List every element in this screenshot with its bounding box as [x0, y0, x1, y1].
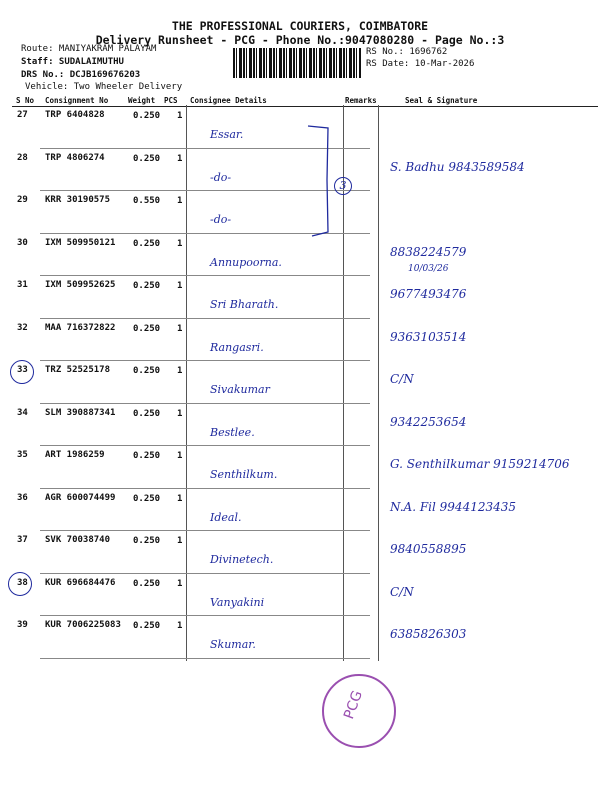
row-pcs: 1 [177, 281, 183, 291]
row-consignee: Annupoorna. [210, 255, 282, 269]
bracket-mark [300, 120, 340, 240]
row-consignment: ART 1986259 [45, 450, 105, 460]
row-consignment: AGR 600074499 [45, 492, 116, 503]
row-pcs: 1 [177, 578, 183, 589]
row-consignment: IXM 509950121 [45, 237, 116, 248]
col-remarks: Remarks [345, 96, 377, 105]
row-rule [40, 615, 370, 616]
bracket-number: 3 [334, 177, 352, 195]
row-signature: C/N [390, 584, 414, 599]
row-sno: 37 [17, 535, 28, 545]
row-sno: 28 [17, 152, 28, 163]
row-signature: 9840558895 [390, 542, 467, 556]
row-sno: 27 [17, 110, 28, 120]
col-seal-signature: Seal & Signature [405, 96, 478, 105]
row-pcs: 1 [177, 536, 183, 546]
row-weight: 0.250 [133, 238, 161, 249]
col-pcs: PCS [164, 96, 178, 105]
column-divider [378, 105, 379, 661]
row-pcs: 1 [177, 323, 183, 334]
row-signature: 6385826303 [390, 627, 467, 641]
row-pcs: 1 [177, 153, 183, 164]
stamp-text: PCG [341, 688, 367, 722]
col-sno: S No [16, 96, 35, 105]
row-consignment: TRP 4806274 [45, 152, 105, 163]
row-signature: G. Senthilkumar 9159214706 [390, 457, 570, 471]
circle-mark [10, 360, 34, 384]
rs-date: RS Date: 10-Mar-2026 [366, 59, 475, 69]
header-rule [12, 106, 598, 107]
row-consignment: SVK 70038740 [45, 535, 111, 545]
row-rule [40, 275, 370, 276]
row-consignee: Ideal. [210, 510, 242, 524]
barcode [233, 48, 361, 78]
row-rule [40, 658, 370, 659]
row-signature: N.A. Fil 9944123435 [390, 499, 517, 514]
row-consignee: Sri Bharath. [210, 298, 279, 311]
row-signature: C/N [390, 372, 414, 386]
row-pcs: 1 [177, 196, 183, 206]
row-consignment: MAA 716372822 [45, 322, 116, 333]
row-signature: 9677493476 [390, 287, 467, 301]
row-rule [40, 318, 370, 319]
row-weight: 0.250 [133, 111, 161, 121]
row-consignment: TRZ 52525178 [45, 365, 111, 375]
col-weight: Weight [128, 96, 156, 105]
row-weight: 0.250 [133, 153, 161, 164]
drs-label: DRS No.: DCJB169676203 [21, 70, 141, 80]
column-divider [186, 105, 187, 661]
row-rule [40, 360, 370, 361]
row-consignee: -do- [210, 170, 232, 184]
row-sno: 39 [17, 620, 28, 630]
row-signature: 8838224579 [390, 244, 467, 259]
col-consignee: Consignee Details [190, 96, 267, 105]
row-consignment: SLM 390887341 [45, 407, 116, 418]
row-consignee: Bestlee. [210, 425, 255, 439]
row-signature: S. Badhu 9843589584 [390, 159, 525, 174]
row-sno: 36 [17, 492, 28, 503]
circle-mark [8, 572, 32, 596]
row-weight: 0.250 [133, 366, 161, 376]
col-consignment: Consignment No [45, 96, 109, 105]
staff-label: Staff: SUDALAIMUTHU [21, 57, 124, 67]
row-sno: 31 [17, 280, 28, 290]
vehicle-label: Vehicle: Two Wheeler Delivery [25, 82, 183, 92]
row-pcs: 1 [177, 408, 183, 419]
row-consignee: Vanyakini [210, 595, 265, 609]
row-pcs: 1 [177, 111, 183, 121]
row-rule [40, 403, 370, 404]
row-pcs: 1 [177, 451, 183, 461]
row-weight: 0.250 [133, 621, 161, 631]
row-weight: 0.250 [133, 281, 161, 291]
row-sno: 34 [17, 407, 28, 418]
row-consignment: KRR 30190575 [45, 195, 111, 205]
row-weight: 0.250 [133, 536, 161, 546]
row-pcs: 1 [177, 493, 183, 504]
row-consignee: Rangasri. [210, 340, 264, 354]
row-rule [40, 445, 370, 446]
date-note: 10/03/26 [408, 264, 449, 274]
row-consignee: Senthilkum. [210, 468, 278, 481]
row-weight: 0.250 [133, 451, 161, 461]
row-sno: 29 [17, 195, 28, 205]
row-consignee: -do- [210, 213, 232, 226]
row-pcs: 1 [177, 366, 183, 376]
row-consignee: Divinetech. [210, 553, 274, 566]
row-sno: 30 [17, 237, 28, 248]
row-pcs: 1 [177, 238, 183, 249]
row-consignee: Skumar. [210, 638, 256, 651]
row-consignment: TRP 6404828 [45, 110, 105, 120]
row-pcs: 1 [177, 621, 183, 631]
row-signature: 9363103514 [390, 329, 467, 344]
row-sno: 38 [17, 577, 28, 588]
row-weight: 0.250 [133, 408, 161, 419]
company-title: THE PROFESSIONAL COURIERS, COIMBATORE [171, 19, 429, 33]
row-weight: 0.250 [133, 323, 161, 334]
route-label: Route: MANIYAKRAM PALAYAM [21, 44, 157, 54]
row-rule [40, 530, 370, 531]
row-weight: 0.550 [133, 196, 161, 206]
rs-number: RS No.: 1696762 [366, 47, 448, 57]
row-rule [40, 488, 370, 489]
row-weight: 0.250 [133, 578, 161, 589]
row-consignee: Sivakumar [210, 383, 270, 396]
row-weight: 0.250 [133, 493, 161, 504]
row-consignee: Essar. [210, 128, 244, 141]
row-sno: 35 [17, 450, 28, 460]
row-consignment: KUR 696684476 [45, 577, 116, 588]
row-signature: 9342253654 [390, 414, 467, 429]
row-consignment: KUR 7006225083 [45, 620, 121, 630]
row-sno: 33 [17, 365, 28, 375]
row-rule [40, 573, 370, 574]
runsheet-subtitle: Delivery Runsheet - PCG - Phone No.:9047080280 - Page No.:3 [95, 33, 505, 47]
row-consignment: IXM 509952625 [45, 280, 116, 290]
row-sno: 32 [17, 322, 28, 333]
